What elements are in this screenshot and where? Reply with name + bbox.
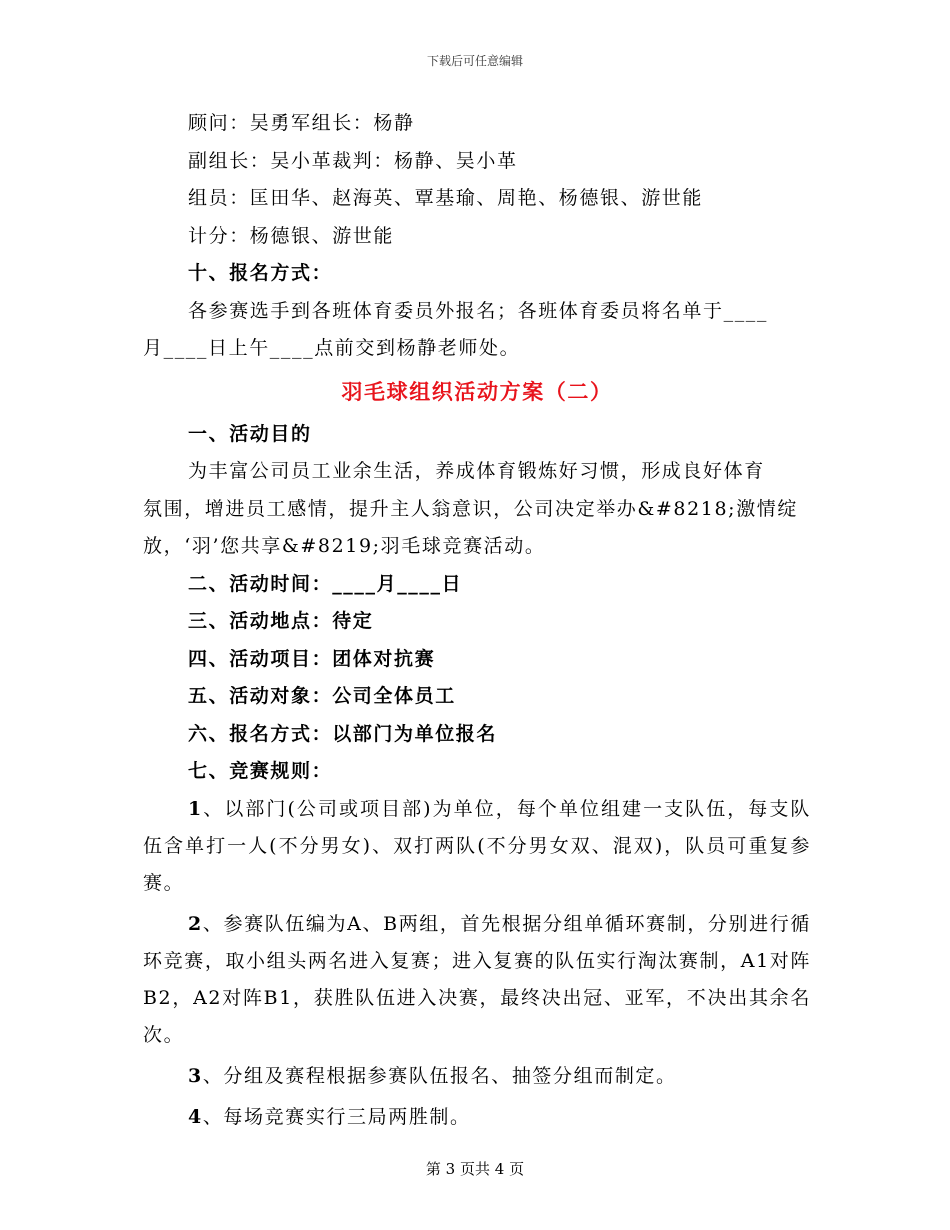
members-line: 组员：匡田华、赵海英、覃基瑜、周艳、杨德银、游世能 xyxy=(188,187,704,209)
time-heading: 二、活动时间：____月____日 xyxy=(188,572,463,595)
rule-1-text: 、以部门(公司或项目部)为单位，每个单位组建一支队伍，每支队伍含单打一人(不分男女)、双打两队(不分男女双、混双)，队员可重复参赛。 xyxy=(143,797,811,894)
purpose-heading: 一、活动目的 xyxy=(188,422,312,445)
rules-heading: 七、竞赛规则： xyxy=(188,760,333,782)
participants-heading: 五、活动对象：公司全体员工 xyxy=(188,685,456,707)
header-note: 下载后可任意编辑 xyxy=(426,54,523,68)
rule-4-number: 4 xyxy=(188,1105,203,1128)
event-type-heading: 四、活动项目：团体对抗赛 xyxy=(188,647,436,670)
vice-leader-line: 副组长：吴小革裁判：杨静、吴小革 xyxy=(188,149,518,172)
purpose-text-line2: 氛围，增进员工感情，提升主人翁意识，公司决定举办&#8218;激情绽 xyxy=(143,497,798,520)
page-footer: 第 3 页共 4 页 xyxy=(425,1160,525,1178)
rule-1 xyxy=(143,791,811,902)
rule-2 xyxy=(143,906,811,1054)
rule-4 xyxy=(143,1099,811,1136)
rule-2-text: 、参赛队伍编为A、B两组，首先根据分组单循环赛制，分别进行循环竞赛，取小组头两名进入复赛；进入复赛的队伍实行淘汰赛制，A1对阵B2，A2对阵B1，获胜队伍进入决赛，最终决出冠、亚军，不决出其余名次。 xyxy=(143,912,812,1046)
rule-3-text: 、分组及赛程根据参赛队伍报名、抽签分组而制定。 xyxy=(202,1064,677,1087)
registration-heading: 十、报名方式： xyxy=(188,262,333,284)
advisor-line: 顾问：吴勇军组长：杨静 xyxy=(188,112,415,134)
registration-text-line1: 各参赛选手到各班体育委员外报名；各班体育委员将名单于____ xyxy=(188,299,769,322)
location-heading: 三、活动地点：待定 xyxy=(188,610,374,632)
registration-text-line2: 月____日上午____点前交到杨静老师处。 xyxy=(143,337,521,359)
rule-3 xyxy=(143,1058,811,1095)
purpose-text-line3: 放，‘羽’您共享&#8219;羽毛球竞赛活动。 xyxy=(143,535,546,557)
scoring-line: 计分：杨德银、游世能 xyxy=(188,224,395,247)
rule-4-text: 、每场竞赛实行三局两胜制。 xyxy=(202,1105,471,1128)
rule-2-number: 2 xyxy=(188,912,203,935)
document-body xyxy=(143,105,811,1136)
section-title: 羽毛球组织活动方案（二） xyxy=(341,378,613,404)
rule-3-number: 3 xyxy=(188,1064,203,1087)
purpose-text-line1: 为丰富公司员工业余生活，养成体育锻炼好习惯，形成良好体育 xyxy=(188,460,765,482)
rule-1-number: 1 xyxy=(188,797,203,820)
signup-heading: 六、报名方式：以部门为单位报名 xyxy=(188,722,498,745)
